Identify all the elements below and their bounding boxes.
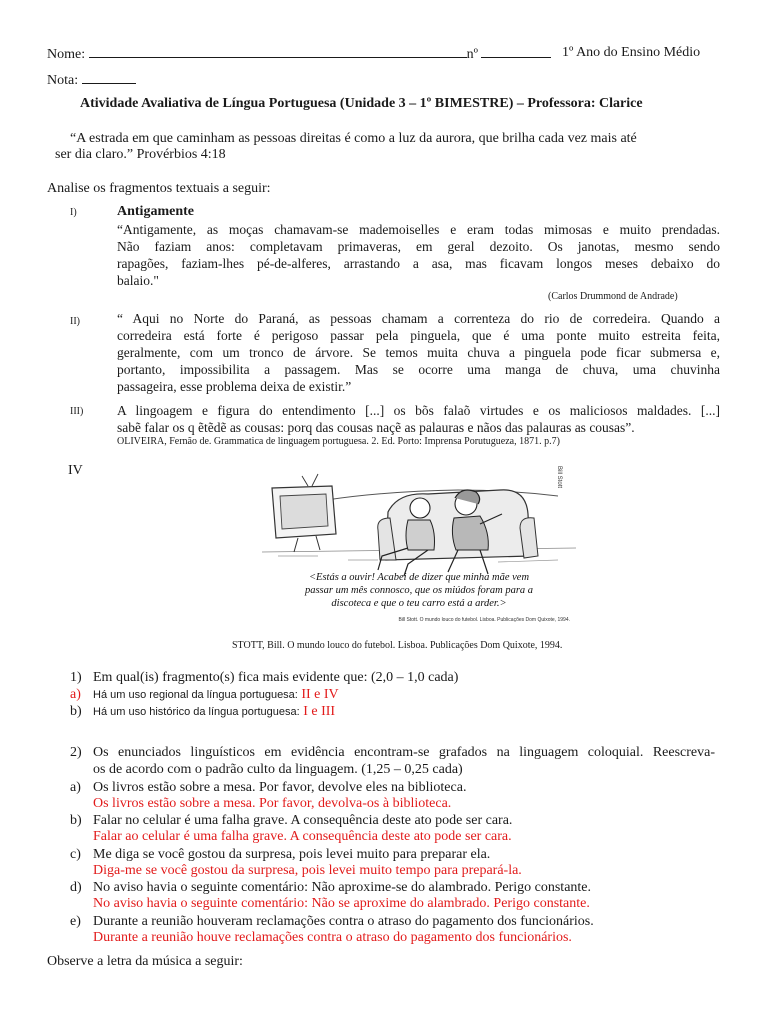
fragment-line: “ Aqui no Norte do Paraná, as pessoas chamam a correnteza do rio de corredeira. Quando a (117, 311, 720, 326)
answer-item (70, 686, 339, 704)
serie-label: 1º Ano do Ensino Médio (562, 45, 701, 60)
fragment-source: (Carlos Drummond de Andrade) (548, 291, 678, 302)
item-answer: II e IV (301, 687, 339, 702)
cartoon-drawing (258, 452, 580, 630)
fragment-line: geralmente, com um tronco de árvore. Se temos muita chuva a pinguela pode ficar submersa e, (117, 345, 720, 360)
cartoon-image (258, 452, 580, 630)
item-marker: c) (70, 847, 81, 862)
question-number: 2) (70, 745, 82, 760)
cartoon-caption: <Estás a ouvir! Acabei de dizer que minha mãe vem (308, 572, 530, 583)
fragment-marker: IV (68, 463, 83, 478)
item-marker: b) (70, 813, 82, 828)
question-text: Em qual(is) fragmento(s) fica mais evidente que: (2,0 – 1,0 cada) (93, 670, 459, 685)
outro-text: Observe a letra da música a seguir: (47, 954, 243, 969)
fragment-line: corredeira está forte é perigoso passar pela pinguela, que é uma ponte muito estreita feita, (117, 328, 720, 343)
fragment-line: rapagões, faziam-lhes pé-de-alferes, arrastando a asa, mas ficavam longos meses debaixo do (117, 256, 720, 271)
nome-label: Nome: (47, 47, 86, 62)
nome-field[interactable] (47, 44, 551, 63)
fragment-body (117, 402, 720, 436)
item-text: No aviso havia o seguinte comentário: Não aproxime-se do alambrado. Perigo constante. (93, 880, 592, 895)
answer-item (70, 703, 335, 721)
item-marker: b) (70, 704, 82, 719)
item-marker: d) (70, 880, 82, 895)
fragment-line: passageira, esse problema deixa de existir.” (117, 379, 352, 394)
fragment-line: balaio." (117, 273, 159, 288)
item-answer: I e III (303, 704, 336, 719)
nota-field[interactable] (47, 70, 136, 89)
item-answer: Diga-me se você gostou da surpresa, pois levei muito tempo para prepará-la. (93, 863, 522, 878)
cartoon-caption: discoteca e que o teu carro está a arder.> (331, 598, 507, 609)
fragment-title: Antigamente (117, 204, 194, 219)
item-text: Há um uso histórico da língua portuguesa: (93, 706, 300, 718)
item-marker: e) (70, 914, 81, 929)
fragment-line: sabẽ falar os q ẽtẽdẽ as cousas: porq das cousas naçẽ as palauras e nãos das palauras as cousas”. (117, 420, 635, 435)
fragment-marker: III) (70, 406, 84, 417)
item-marker: a) (70, 687, 81, 702)
item-text: Durante a reunião houveram reclamações contra o atraso do pagamento dos funcionários. (93, 914, 594, 929)
nota-label: Nota: (47, 73, 79, 88)
question-text (93, 744, 715, 778)
cartoon-signature: Bill Stott (556, 466, 562, 489)
item-text: Falar no celular é uma falha grave. A consequência deste ato pode ser cara. (93, 813, 513, 828)
numero-label: nº (466, 47, 478, 62)
item-answer: Falar ao celular é uma falha grave. A consequência deste ato pode ser cara. (93, 829, 512, 844)
fragment-line: “Antigamente, as moças chamavam-se mademoiselles e eram todas mimosas e muito prendadas. (117, 222, 720, 237)
cartoon-caption: passar um mês connosco, que os miúdos foram para a (304, 585, 534, 596)
fragment-body (117, 310, 720, 395)
numero-blank[interactable] (481, 44, 551, 58)
item-text: Me diga se você gostou da surpresa, pois levei muito para preparar ela. (93, 847, 491, 862)
item-answer: Durante a reunião houve reclamações contra o atraso do pagamento dos funcionários. (93, 930, 572, 945)
item-answer: No aviso havia o seguinte comentário: Não se aproxime do alambrado. Perigo constante. (93, 896, 590, 911)
fragment-source: OLIVEIRA, Fernão de. Grammatica de linguagem portuguesa. 2. Ed. Porto: Imprensa Porutugueza, 1871. p.7) (117, 436, 560, 447)
nome-blank[interactable] (89, 44, 467, 58)
cartoon-credit: Bill Stott. O mundo louco do futebol. Lisboa. Publicações Dom Quixote, 1994. (398, 617, 570, 623)
question-line: Os enunciados linguísticos em evidência encontram-se grafados na linguagem coloquial. Reescreva- (93, 745, 715, 760)
fragment-marker: II) (70, 316, 80, 327)
fragment-marker: I) (70, 207, 77, 218)
epigraph-line: ser dia claro.” Provérbios 4:18 (55, 147, 226, 162)
intro-text: Analise os fragmentos textuais a seguir: (47, 181, 271, 196)
fragment-line: Não faziam anos: completavam primaveras, em geral dezoito. Os janotas, mesmo sendo (117, 239, 720, 254)
cartoon-source: STOTT, Bill. O mundo louco do futebol. Lisboa. Publicações Dom Quixote, 1994. (232, 640, 563, 651)
nota-blank[interactable] (82, 70, 136, 84)
question-number: 1) (70, 670, 82, 685)
question-line: os de acordo com o padrão culto da linguagem. (1,25 – 0,25 cada) (93, 762, 463, 777)
item-answer: Os livros estão sobre a mesa. Por favor, devolva-os à biblioteca. (93, 796, 452, 811)
fragment-line: A lingoagem e figura do entendimento [...] os bõs falaõ virtudes e os maliciosos maldades. [...] (117, 403, 720, 418)
page-title: Atividade Avaliativa de Língua Portuguesa (Unidade 3 – 1º BIMESTRE) – Professora: Clarice (80, 96, 643, 111)
item-text: Há um uso regional da língua portuguesa: (93, 689, 298, 701)
epigraph-line: “A estrada em que caminham as pessoas direitas é como a luz da aurora, que brilha cada vez mais até (70, 131, 637, 146)
item-marker: a) (70, 780, 81, 795)
item-text: Os livros estão sobre a mesa. Por favor, devolve eles na biblioteca. (93, 780, 467, 795)
fragment-line: portanto, impossibilita a passagem. Mas se ocorre uma manga de chuva, uma chuvinha (117, 362, 720, 377)
fragment-body (117, 221, 720, 289)
